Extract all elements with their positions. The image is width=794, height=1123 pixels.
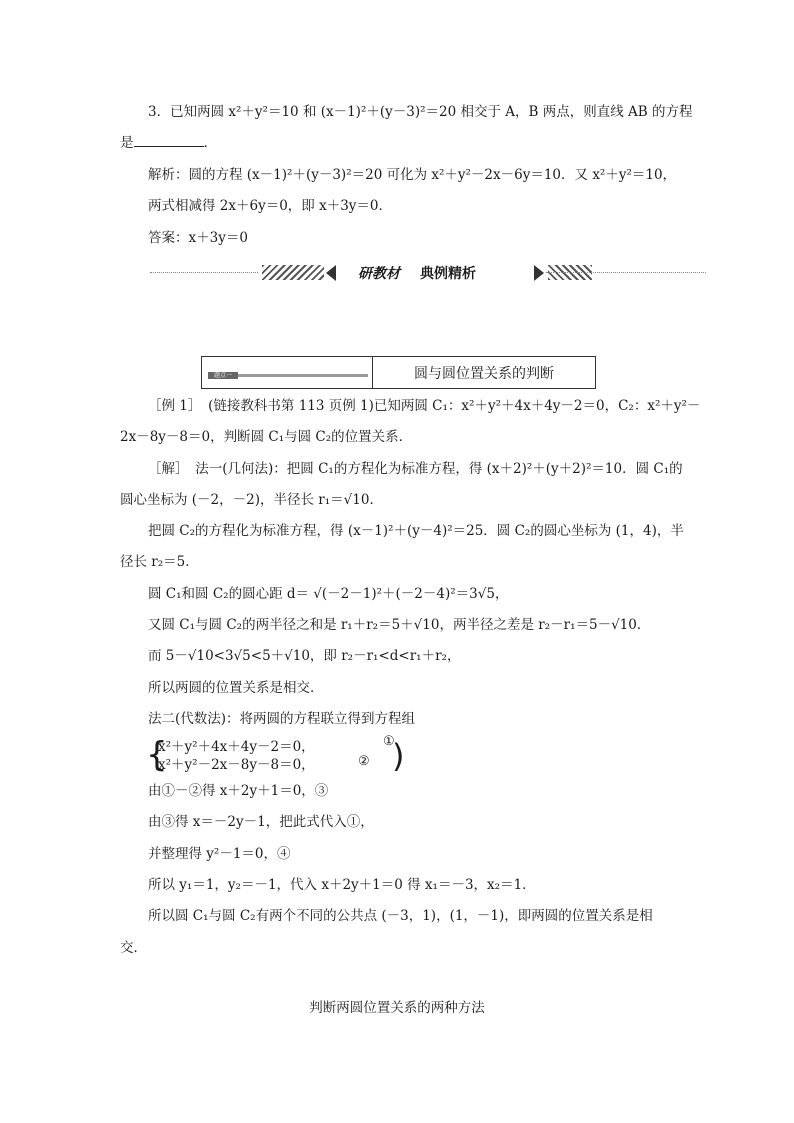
solution3-line1: 解析：圆的方程 (x－1)²＋(y－3)²＝20 可化为 x²＋y²－2x－6y＝10．又 x²＋y²＝10， xyxy=(148,167,677,183)
solution3-answer: 答案：x＋3y＝0 xyxy=(148,230,248,246)
banner-stripes-left xyxy=(262,265,324,280)
method2-line2: 由①－②得 x＋2y＋1＝0，③ xyxy=(148,783,329,799)
problem3-line2-prefix: 是 xyxy=(120,135,134,151)
topic-box xyxy=(201,356,596,389)
method1-line8: 所以两圆的位置关系是相交． xyxy=(148,680,324,696)
method2-line6: 所以圆 C₁与圆 C₂有两个不同的公共点 (－3，1)，(1，－1)，即两圆的位置关系是相 xyxy=(148,908,653,924)
method1-line1: ［解］ 法一(几何法)：把圆 C₁的方程化为标准方程，得 (x＋2)²＋(y＋2)²＝10．圆 C₁的 xyxy=(148,461,683,477)
topic-tag: 题点一 xyxy=(208,372,238,379)
system-eq2: x²＋y²－2x－8y－8＝0， xyxy=(158,757,315,773)
section-banner xyxy=(150,262,706,284)
method1-line7: 而 5－√10<3√5<5＋√10，即 r₂－r₁<d<r₁＋r₂， xyxy=(148,648,461,664)
system-mark2: ② xyxy=(358,754,370,769)
method1-line2: 圆心坐标为 (－2，－2)，半径长 r₁＝√10． xyxy=(120,492,383,508)
method2-line4: 并整理得 y²－1＝0，④ xyxy=(148,846,291,862)
banner-dots-left xyxy=(150,272,258,273)
method2-line1: 法二(代数法)：将两圆的方程联立得到方程组 xyxy=(148,711,416,727)
system-brace: { xyxy=(146,735,168,775)
banner-dots-right xyxy=(546,272,706,273)
summary-title: 判断两圆位置关系的两种方法 xyxy=(309,1000,485,1016)
example1-line1: ［例 1］ (链接教科书第 113 页例 1)已知两圆 C₁：x²＋y²＋4x＋4y－2＝0，C₂：x²＋y²－ xyxy=(148,398,701,414)
problem3-line1: 3．已知两圆 x²＋y²＝10 和 (x－1)²＋(y－3)²＝20 相交于 A，B 两点，则直线 AB 的方程 xyxy=(148,104,693,120)
method1-line3: 把圆 C₂的方程化为标准方程，得 (x－1)²＋(y－4)²＝25．圆 C₂的圆心坐标为 (1，4)，半 xyxy=(148,523,684,539)
topic-tag-bar xyxy=(238,374,368,377)
answer-blank xyxy=(134,134,204,147)
triangle-left-icon xyxy=(326,265,336,281)
problem3-line2-suffix: ． xyxy=(203,135,217,151)
system-eq1: x²＋y²＋4x＋4y－2＝0， xyxy=(158,739,315,755)
system-paren: ) xyxy=(392,737,405,775)
method2-line7: 交． xyxy=(120,940,147,956)
topic-label: 圆与圆位置关系的判断 xyxy=(414,366,554,382)
example1-line2: 2x－8y－8＝0，判断圆 C₁与圆 C₂的位置关系． xyxy=(120,429,413,445)
banner-title: 典例精析 xyxy=(420,266,476,282)
solution3-line2: 两式相减得 2x＋6y＝0，即 x＋3y＝0． xyxy=(148,198,393,214)
method1-line4: 径长 r₂＝5． xyxy=(120,554,199,570)
system-mark1: ① xyxy=(383,734,395,749)
method2-line3: 由③得 x＝－2y－1，把此式代入①， xyxy=(148,814,374,830)
method1-line6: 又圆 C₁与圆 C₂的两半径之和是 r₁＋r₂＝5＋√10，两半径之差是 r₂－r₁＝5－√10． xyxy=(148,617,651,633)
method2-line5: 所以 y₁＝1，y₂＝－1，代入 x＋2y＋1＝0 得 x₁＝－3，x₂＝1． xyxy=(148,877,536,893)
triangle-right-icon xyxy=(534,265,544,281)
method1-line5: 圆 C₁和圆 C₂的圆心距 d＝ √(－2－1)²＋(－2－4)²＝3√5， xyxy=(148,586,509,602)
banner-title-italic: 研教材 xyxy=(358,266,400,282)
problem3-line2 xyxy=(120,134,217,152)
